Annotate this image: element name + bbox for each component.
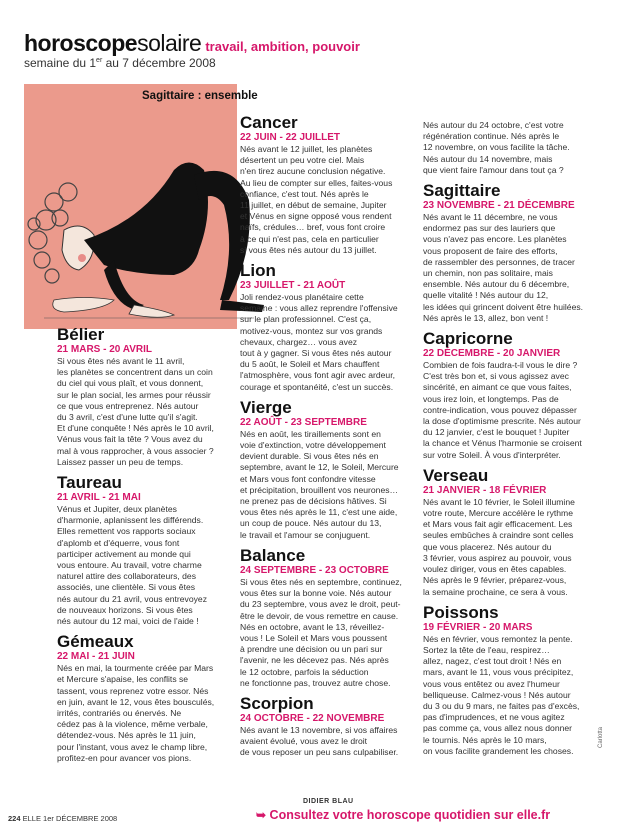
sign-name: Balance: [240, 545, 306, 565]
text-line: l'atmosphère, vous font agir avec ardeur,: [240, 370, 395, 381]
text-line: ne fonctionne pas, trouvez autre chose.: [240, 677, 391, 688]
text-line: Combien de fois faudra-t-il vous le dire ?: [423, 360, 578, 371]
text-line: Vénus vous fait la tête ? Vous avez du: [57, 434, 203, 445]
text-line: sincérité, en aimant ce que vous faites,: [423, 382, 572, 393]
text-line: vous vous entêtez ou avez l'humeur: [423, 678, 560, 689]
text-line: sur le plan social, les armes pour réussir: [57, 389, 211, 400]
text-line: de rassembler des personnes, de tracer: [423, 256, 575, 267]
text-line: Si vous êtes nés en septembre, continuez,: [240, 576, 402, 587]
sign-block-vierge: [240, 399, 412, 541]
text-line: Nés en février, vous remontez la pente.: [423, 633, 573, 644]
text-line: Nés en octobre, avant le 13, réveillez-: [240, 621, 385, 632]
text-line: Nés après le 9 février, préparez-vous,: [423, 575, 567, 586]
sign-name: Capricorne: [423, 329, 513, 349]
title-tagline: travail, ambition, pouvoir: [205, 39, 360, 54]
face-illustration: [62, 226, 94, 270]
text-line: vous ! Le Soleil et Mars vous poussent: [240, 632, 388, 643]
text-line: Nés en août, les tiraillements sont en: [240, 428, 381, 439]
sign-dates: 24 OCTOBRE - 22 NOVEMBRE: [240, 712, 385, 724]
scorpion-continued: [423, 120, 595, 176]
text-line: on vous facilite grandement les choses.: [423, 745, 574, 756]
text-line: sur le plan professionnel. C'est ça,: [240, 314, 372, 325]
sign-block-gemeaux: [57, 633, 227, 764]
text-line: du 12 janvier, c'est le bouquet ! Jupiter: [423, 427, 570, 438]
text-line: 12 novembre, on vous facilite la tâche.: [423, 142, 570, 153]
sign-name: Cancer: [240, 113, 298, 132]
sign-block-capricorne: [423, 330, 595, 461]
title-bold: horoscope: [24, 30, 138, 56]
text-line: Nés après le 13, allez, bon vent !: [423, 312, 549, 323]
text-line: le travail et l'amour se conjuguent.: [240, 529, 371, 540]
sign-dates: 21 AVRIL - 21 MAI: [57, 492, 141, 504]
hand-illustration: [53, 298, 114, 313]
text-line: vous êtes nés après le 11, c'est une aide,: [240, 507, 398, 518]
text-line: chevaux, chargez… vous avez: [240, 336, 358, 347]
text-line: courage et spontanéité, c'est un succès.: [240, 381, 394, 392]
sign-text: [240, 429, 412, 541]
sign-dates: 22 DÉCEMBRE - 20 JANVIER: [423, 348, 561, 360]
sign-dates: 23 NOVEMBRE - 21 DÉCEMBRE: [423, 200, 575, 212]
text-line: pas d'imprudences, et ne vous agitez: [423, 712, 565, 723]
sign-dates: 22 AOÛT - 23 SEPTEMBRE: [240, 416, 367, 428]
text-line: mal à vous rapprocher, à vous associer ?: [57, 445, 214, 456]
text-line: que vous placerez. Nés autour du: [423, 541, 552, 552]
text-line: belliqueuse. Calmez-vous ! Nés autour: [423, 689, 571, 700]
sign-text: [57, 356, 227, 468]
text-line: nés autour du 21 avril, vous entrevoyez: [57, 593, 208, 604]
sign-name: Bélier: [57, 325, 105, 344]
sign-text: [57, 504, 227, 627]
body-illustration: [84, 163, 208, 276]
text-line: profitez-en pour avancer vos pions.: [57, 752, 192, 763]
text-line: et Vénus en signe opposé vous rendent: [240, 211, 392, 222]
text-line: sur votre Soleil. À vous d'interpréter.: [423, 449, 561, 460]
column-1: [57, 322, 227, 764]
illustrator-credit: Carlotta: [598, 726, 604, 748]
text-line: mars, avant le 11, vous vous précipitez,: [423, 667, 574, 678]
text-line: la chance et Vénus l'harmonie se croisent: [423, 438, 582, 449]
text-line: participer activement au monde qui: [57, 548, 191, 559]
text-line: C'est très bon et, si vous agissez avec: [423, 371, 569, 382]
text-line: les idées qui grincent doivent être huilées.: [423, 301, 584, 312]
text-line: Laissez passer un peu de temps.: [57, 456, 184, 467]
text-line: Vénus et Jupiter, deux planètes: [57, 504, 177, 515]
text-line: désertent un peu votre ciel. Mais: [240, 155, 365, 166]
text-line: cédez pas à la violence, même verbale,: [57, 719, 208, 730]
text-line: vous irez loin, et longtemps. Pas de: [423, 393, 559, 404]
sign-dates: 24 SEPTEMBRE - 23 OCTOBRE: [240, 564, 389, 576]
text-line: de vous reposer un peu sans culpabiliser.: [240, 747, 399, 758]
text-line: détendez-vous. Nés après le 11 juin,: [57, 730, 196, 741]
text-line: devient durable. Si vous êtes nés en: [240, 451, 379, 462]
text-line: Nés avant le 12 juillet, les planètes: [240, 144, 373, 154]
text-line: à ce qui n'est pas, cela en particulier: [240, 233, 379, 244]
text-line: Nés autour du 14 novembre, mais: [423, 153, 553, 164]
sign-name: Taureau: [57, 473, 122, 493]
sign-block-scorpion: [240, 695, 412, 759]
text-line: tassent, vous reprenez votre essor. Nés: [57, 685, 209, 696]
sign-text: [423, 360, 595, 461]
text-line: du 23 septembre, vous avez le droit, peut-: [240, 599, 401, 610]
text-line: ne prenez pas de décisions hâtives. Si: [240, 496, 387, 507]
sign-text: [423, 212, 595, 324]
text-line: voulez diriger, vous en êtes capables.: [423, 564, 567, 575]
text-line: confiance, c'est tout. Nés après le: [240, 188, 369, 199]
author-credit: DIDIER BLAU: [303, 798, 354, 805]
text-line: si vous êtes nés autour du 13 juillet.: [240, 244, 377, 255]
text-line: Joli rendez-vous planétaire cette: [240, 292, 364, 303]
text-line: n'en tirez aucune conclusion négative.: [240, 166, 386, 177]
text-line: Nés avant le 13 novembre, si vos affaires: [240, 724, 398, 735]
hand-illustration-2: [129, 305, 174, 317]
sign-block-balance: [240, 547, 412, 689]
sign-block-poissons: [423, 604, 595, 757]
text-line: Au lieu de compter sur elles, faites-vous: [240, 177, 393, 188]
sign-dates: 21 JANVIER - 18 FÉVRIER: [423, 484, 547, 496]
text-line: un chemin, non pas solitaire, mais: [423, 268, 553, 279]
text-line: Sortez la tête de l'eau, respirez…: [423, 644, 550, 655]
text-line: quelle vitalité ! Nés autour du 12,: [423, 290, 549, 301]
text-line: Nés avant le 10 février, le Soleil illumine: [423, 496, 575, 507]
text-line: semaine : vous allez reprendre l'offensive: [240, 303, 398, 314]
text-line: septembre, avant le 12, le Soleil, Mercure: [240, 462, 399, 473]
arrow-icon: ➥: [256, 808, 267, 822]
text-line: et Mercure s'apaise, les conflits se: [57, 674, 189, 685]
text-line: Nés autour du 24 octobre, c'est votre: [423, 120, 564, 130]
sign-dates: 22 JUIN - 22 JUILLET: [240, 132, 341, 143]
folio-text: ELLE 1er DÉCEMBRE 2008: [20, 814, 118, 823]
text-line: d'aplomb et d'équerre, vous font: [57, 537, 180, 548]
text-line: endormez pas sur des lauriers que: [423, 223, 556, 234]
week-pre: semaine du 1: [24, 56, 97, 70]
text-line: contre-indication, vous pouvez dépasser: [423, 404, 577, 415]
sign-block-lion: [240, 262, 412, 393]
sign-text: [240, 292, 412, 393]
text-line: le 12 octobre, parfois la séduction: [240, 666, 369, 677]
text-line: à prendre une décision ou un pari sur: [240, 644, 383, 655]
sign-block-taureau: [57, 474, 227, 627]
panel-label: Sagittaire : ensemble: [142, 90, 258, 102]
sign-block-cancer: [240, 114, 412, 256]
sign-dates: 22 MAI - 21 JUIN: [57, 651, 135, 663]
sign-dates: 23 JUILLET - 21 AOÛT: [240, 280, 346, 292]
text-line: votre route, Mercure accélère le rythme: [423, 508, 573, 519]
elle-link[interactable]: [256, 808, 550, 822]
sign-text: [423, 634, 595, 757]
text-line: tout à y gagner. Si vous êtes nés autour: [240, 348, 392, 359]
text-line: du ciel qui vous plaît, et vous donnent,: [57, 378, 204, 389]
column-2: [240, 110, 412, 759]
text-line: vous êtes sur la bonne voie. Nés autour: [240, 588, 392, 599]
text-line: et précipitation, brouillent vos neurones…: [240, 484, 399, 495]
sign-name: Gémeaux: [57, 632, 134, 652]
sign-name: Poissons: [423, 602, 499, 622]
sign-text: [57, 663, 227, 764]
sign-block-belier: [57, 326, 227, 468]
text-line: être le devoir, de vous remettre en cause.: [240, 610, 399, 621]
text-line: voie d'extinction, votre développement: [240, 440, 386, 451]
text-line: et Mars vous fait agir efficacement. Les: [423, 519, 573, 530]
week-sup: er: [96, 57, 103, 64]
sign-text: [423, 497, 595, 598]
text-line: Nés en mai, la tourmente créée par Mars: [57, 663, 214, 674]
sign-name: Lion: [240, 261, 276, 281]
text-line: associés, une clientèle. Si vous êtes: [57, 582, 196, 593]
text-line: ensemble. Nés autour du 6 décembre,: [423, 279, 570, 290]
text-line: seules embûches à craindre sont celles: [423, 530, 574, 541]
text-line: un coup de pouce. Nés autour du 13,: [240, 518, 382, 529]
text-line: pour l'instant, vous avez le champ libre,: [57, 741, 208, 752]
text-line: l'avenir, ne les décevez pas. Nés après: [240, 655, 389, 666]
text-line: avaient évolué, vous avez le droit: [240, 736, 368, 747]
page-number: 224: [8, 814, 21, 823]
sign-text: [240, 725, 412, 759]
page-folio: [8, 814, 117, 823]
text-line: motivez-vous, montez sur vos grands: [240, 325, 383, 336]
sign-name: Verseau: [423, 465, 489, 485]
text-line: la dose d'optimisme prescrite. Nés autour: [423, 416, 581, 427]
text-line: 11 juillet, en début de semaine, Jupiter: [240, 200, 387, 211]
text-line: nés autour du 12 mai, voici de l'aide !: [57, 616, 199, 627]
sign-name: Vierge: [240, 397, 292, 417]
text-line: vous entoure. Au travail, votre charme: [57, 560, 202, 571]
text-line: Si vous êtes nés avant le 11 avril,: [57, 356, 185, 366]
text-line: pas comme ça, vous allez nous donner: [423, 723, 573, 734]
text-line: Nés avant le 11 décembre, ne vous: [423, 212, 558, 223]
text-line: vous proposent de faire des efforts,: [423, 245, 558, 256]
sign-block-sagittaire: [423, 182, 595, 324]
sign-name: Scorpion: [240, 693, 314, 713]
sign-block-verseau: [423, 467, 595, 598]
text-line: la semaine prochaine, ce sera à vous.: [423, 586, 568, 597]
text-line: 3 février, vous aspirez au pouvoir, vous: [423, 552, 572, 563]
week-subtitle: [24, 56, 216, 70]
sign-text: [240, 144, 412, 256]
text-line: Elles remettent vos rapports sociaux: [57, 526, 196, 537]
text-line: vous n'avez pas encore. Les planètes: [423, 234, 567, 245]
text-line: les planètes se concentrent dans un coin: [57, 367, 213, 378]
sign-text: [240, 577, 412, 689]
text-line: que vient faire l'amour dans tout ça ?: [423, 164, 564, 175]
text-line: irrités, contrariés ou énervés. Ne: [57, 708, 182, 719]
week-post: au 7 décembre 2008: [102, 56, 216, 70]
sign-dates: 21 MARS - 20 AVRIL: [57, 344, 153, 355]
text-line: Et d'une conquête ! Nés après le 10 avril,: [57, 423, 214, 434]
text-line: et Mars vous font confondre vitesse: [240, 473, 376, 484]
text-line: allez, nagez, c'est tout droit ! Nés en: [423, 656, 562, 667]
text-line: d'harmonie, aplanissent les différends.: [57, 515, 204, 526]
text-line: naïfs, crédules… bref, vous font croire: [240, 222, 386, 233]
title-light: solaire: [137, 30, 202, 56]
text-line: en juin, avant le 12, vous êtes bousculés,: [57, 696, 215, 707]
sign-dates: 19 FÉVRIER - 20 MARS: [423, 621, 533, 633]
column-3: [423, 120, 595, 757]
text-line: le tournis. Nés après le 10 mars,: [423, 734, 547, 745]
text-line: de nouveaux horizons. Si vous êtes: [57, 604, 193, 615]
text-line: du 3 avril, c'est d'une lutte qu'il s'agit.: [57, 412, 198, 423]
text-line: régénération continue. Nés après le: [423, 131, 560, 142]
cta-text: Consultez votre horoscope quotidien sur elle.fr: [269, 808, 551, 822]
text-line: du 5 août, le Soleil et Mars chauffent: [240, 359, 380, 370]
text-line: naturel attire des collaborateurs, des: [57, 571, 197, 582]
sign-name: Sagittaire: [423, 181, 501, 201]
text-line: ce que vous entreprenez. Nés autour: [57, 400, 199, 411]
page-title: [24, 30, 360, 57]
text-line: du 3 ou du 9 mars, ne faites pas d'excès,: [423, 700, 580, 711]
